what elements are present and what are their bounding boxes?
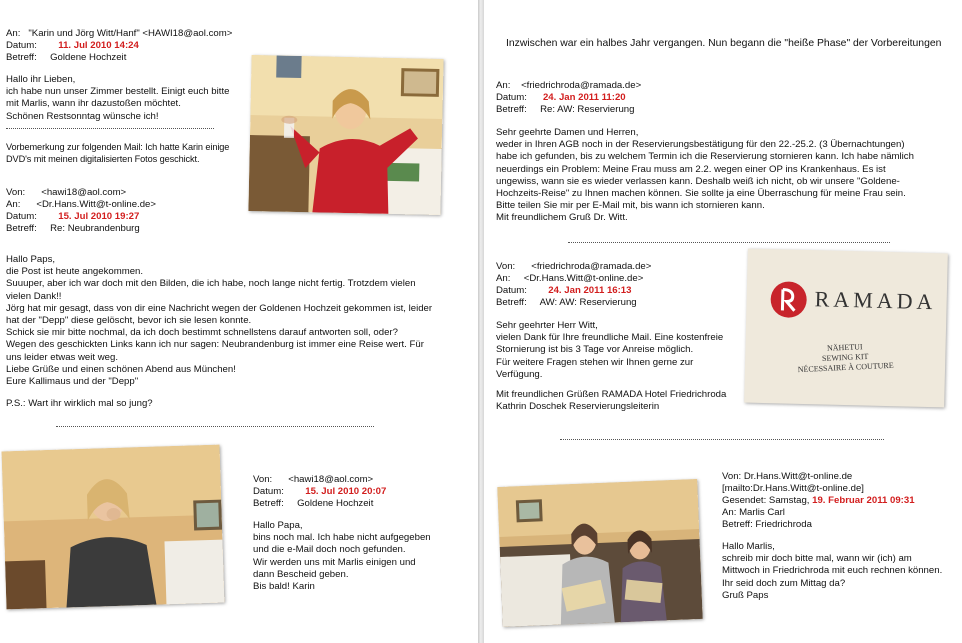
photo-karin-thinking-image (2, 445, 225, 610)
email-body: Hallo ihr Lieben, ich habe nun unser Zimmer bestellt. Einigt euch bitte mit Marlis, wann ihr dazustoßen möchtet. Schönen Restsonntag wünsche ich! (6, 74, 230, 122)
photo-karin-toast-image (248, 55, 443, 215)
date-value: 24. Jan 2011 11:20 (542, 92, 626, 103)
email-subject-line (496, 104, 634, 116)
date-value: 19. Februar 2011 09:31 (812, 495, 915, 506)
label: Von: (6, 187, 26, 198)
value: <hawi18@aol.com> (288, 474, 374, 485)
label: An: (6, 28, 21, 39)
email-date-line (253, 486, 386, 498)
note-preface: Vorbemerkung zur folgenden Mail: Ich hatte Karin einige DVD's mit meinen digitalisierten Fotos geschickt. (6, 142, 230, 165)
value: Goldene Hochzeit (50, 52, 127, 63)
section-heading: Inzwischen war ein halbes Jahr vergangen. Nun begann die "heiße Phase" der Vorbereitungen (506, 38, 942, 49)
email-to-line: An: Marlis Carl (722, 507, 785, 518)
email-body: Hallo Papa, bins noch mal. Ich habe nicht aufgegeben und die e-Mail doch noch gefunden. Wir werden uns mit Marlis einigen und dann Bescheid geben. Bis bald! Karin (253, 520, 431, 593)
card-line: NÄHETUI (826, 342, 863, 353)
label: Datum: (496, 285, 527, 296)
label: Betreff: (253, 498, 284, 509)
email-postscript: P.S.: Wart ihr wirklich mal so jung? (6, 398, 153, 409)
email-subject-line (496, 297, 637, 309)
date-value: 15. Jul 2010 20:07 (305, 486, 387, 497)
email-subject-line (6, 52, 126, 64)
ramada-sewing-kit-card (744, 249, 948, 408)
email-to-line (496, 80, 641, 92)
photo-karin-toast (248, 55, 443, 215)
date-value: 24. Jan 2011 16:13 (548, 285, 632, 296)
ramada-brand: RAMADA (814, 286, 937, 315)
value: Goldene Hochzeit (297, 498, 374, 509)
email-from-line (253, 474, 373, 486)
label: Datum: (6, 211, 37, 222)
separator (560, 439, 884, 440)
date-value: 11. Jul 2010 14:24 (58, 40, 139, 51)
label: Gesendet: Samstag, (722, 495, 810, 506)
date-value: 15. Jul 2010 19:27 (58, 211, 140, 222)
label: Datum: (496, 92, 527, 103)
label: Betreff: (496, 104, 527, 115)
label: Datum: (6, 40, 37, 51)
email-body: Sehr geehrte Damen und Herren, weder in Ihren AGB noch in der Reservierungsbestätigung für den 22.-25.2. (3 Übernachtungen) habe ich gefunden, bis zu welchem Termin ich die Reservierung stornieren kann. Ich habe nämlich neuerdings ein Problem: Meine Frau muss am 2.2. wegen einer OP ins Krankenhaus. Es ist ungewiss, wann sie es wieder verlassen kann. Deshalb weiß ich nicht, ob wir unsere "Goldene- Hochzeits-Reise" zu Ihnen machen können. Sie sollte ja eine Überraschung für meine Frau sein. Bitte teilen Sie mir per E-Mail mit, bis wann ich stornieren kann. Mit freundlichem Gruß Dr. Witt. (496, 127, 914, 224)
email-body: Sehr geehrter Herr Witt, vielen Dank für Ihre freundliche Mail. Eine kostenfreie Stornierung ist bis 3 Tage vor Anreise möglich. Für weitere Fragen stehen wir Ihnen gerne zur Verfügung. (496, 320, 724, 380)
label: Datum: (253, 486, 284, 497)
value: Re: Neubrandenburg (50, 223, 140, 234)
right-page (484, 0, 962, 643)
label: Betreff: (6, 223, 37, 234)
card-caption (745, 338, 946, 377)
email-mailto-line: [mailto:Dr.Hans.Witt@t-online.de] (722, 483, 864, 494)
label: An: (496, 273, 511, 284)
value: AW: AW: Reservierung (539, 297, 637, 308)
email-sent-line (722, 495, 915, 507)
email-date-line (6, 40, 139, 52)
email-subject-line (6, 223, 140, 235)
email-signature: Mit freundlichen Grüßen RAMADA Hotel Friedrichroda Kathrin Doschek Reservierungsleiterin (496, 389, 727, 413)
value: <friedrichroda@ramada.de> (521, 80, 642, 91)
label: Von: (496, 261, 516, 272)
separator (568, 242, 890, 243)
separator (56, 426, 374, 427)
email-to-line (496, 273, 643, 285)
email-body: Hallo Paps, die Post ist heute angekommen. Suuuper, aber ich war doch mit den Bilden, die ich habe, noch lange nicht fertig. Trotzdem vielen vielen Dank!! Jörg hat mir gesagt, dass von dir eine Nachricht wegen der Goldenen Hochzeit gekommen ist, leider hat der "Depp" diese gelöscht, bevor ich sie lesen konnte. Schick sie mir bitte nochmal, da ich doch bestimmt schnellstens darauf antworten soll, oder? Wegen des geschickten Links kann ich nur sagen: Neubrandenburg ist immer eine Reise wert. Für uns leider etwas weit weg. Liebe Grüße und einen schönen Abend aus München! Eure Kallimaus und der "Depp" (6, 254, 433, 388)
ramada-logo-icon (768, 279, 813, 320)
photo-karin-thinking (2, 445, 225, 610)
email-subject-line (253, 498, 373, 510)
email-from-line: Von: Dr.Hans.Witt@t-online.de (722, 471, 853, 482)
label: An: (496, 80, 511, 91)
value: Re: AW: Reservierung (540, 104, 635, 115)
value: <Dr.Hans.Witt@t-online.de> (36, 199, 156, 210)
email-date-line (496, 92, 626, 104)
email-to-line (6, 28, 232, 40)
email-to-line (6, 199, 156, 211)
value: "Karin und Jörg Witt/Hanf" <HAWI18@aol.com> (28, 28, 233, 39)
value: <hawi18@aol.com> (41, 187, 127, 198)
label: An: (6, 199, 21, 210)
left-page (0, 0, 478, 643)
photo-sisters-reading-image (497, 479, 702, 627)
value: <Dr.Hans.Witt@t-online.de> (523, 273, 644, 284)
card-line: SEWING KIT (821, 351, 869, 364)
email-date-line (496, 285, 631, 297)
photo-sisters-reading (497, 479, 702, 627)
email-body: Hallo Marlis, schreib mir doch bitte mal, wann wir (ich) am Mittwoch in Friedrichroda mit euch rechnen können. Ihr seid doch zum Mittag da? Gruß Paps (722, 541, 943, 601)
label: Betreff: (496, 297, 527, 308)
email-date-line (6, 211, 139, 223)
email-subject-line: Betreff: Friedrichroda (722, 519, 812, 530)
card-line: NÉCESSAIRE À COUTURE (797, 360, 894, 375)
label: Betreff: (6, 52, 37, 63)
value: <friedrichroda@ramada.de> (531, 261, 652, 272)
email-from-line (6, 187, 126, 199)
separator (6, 128, 214, 129)
email-from-line (496, 261, 651, 273)
label: Von: (253, 474, 273, 485)
